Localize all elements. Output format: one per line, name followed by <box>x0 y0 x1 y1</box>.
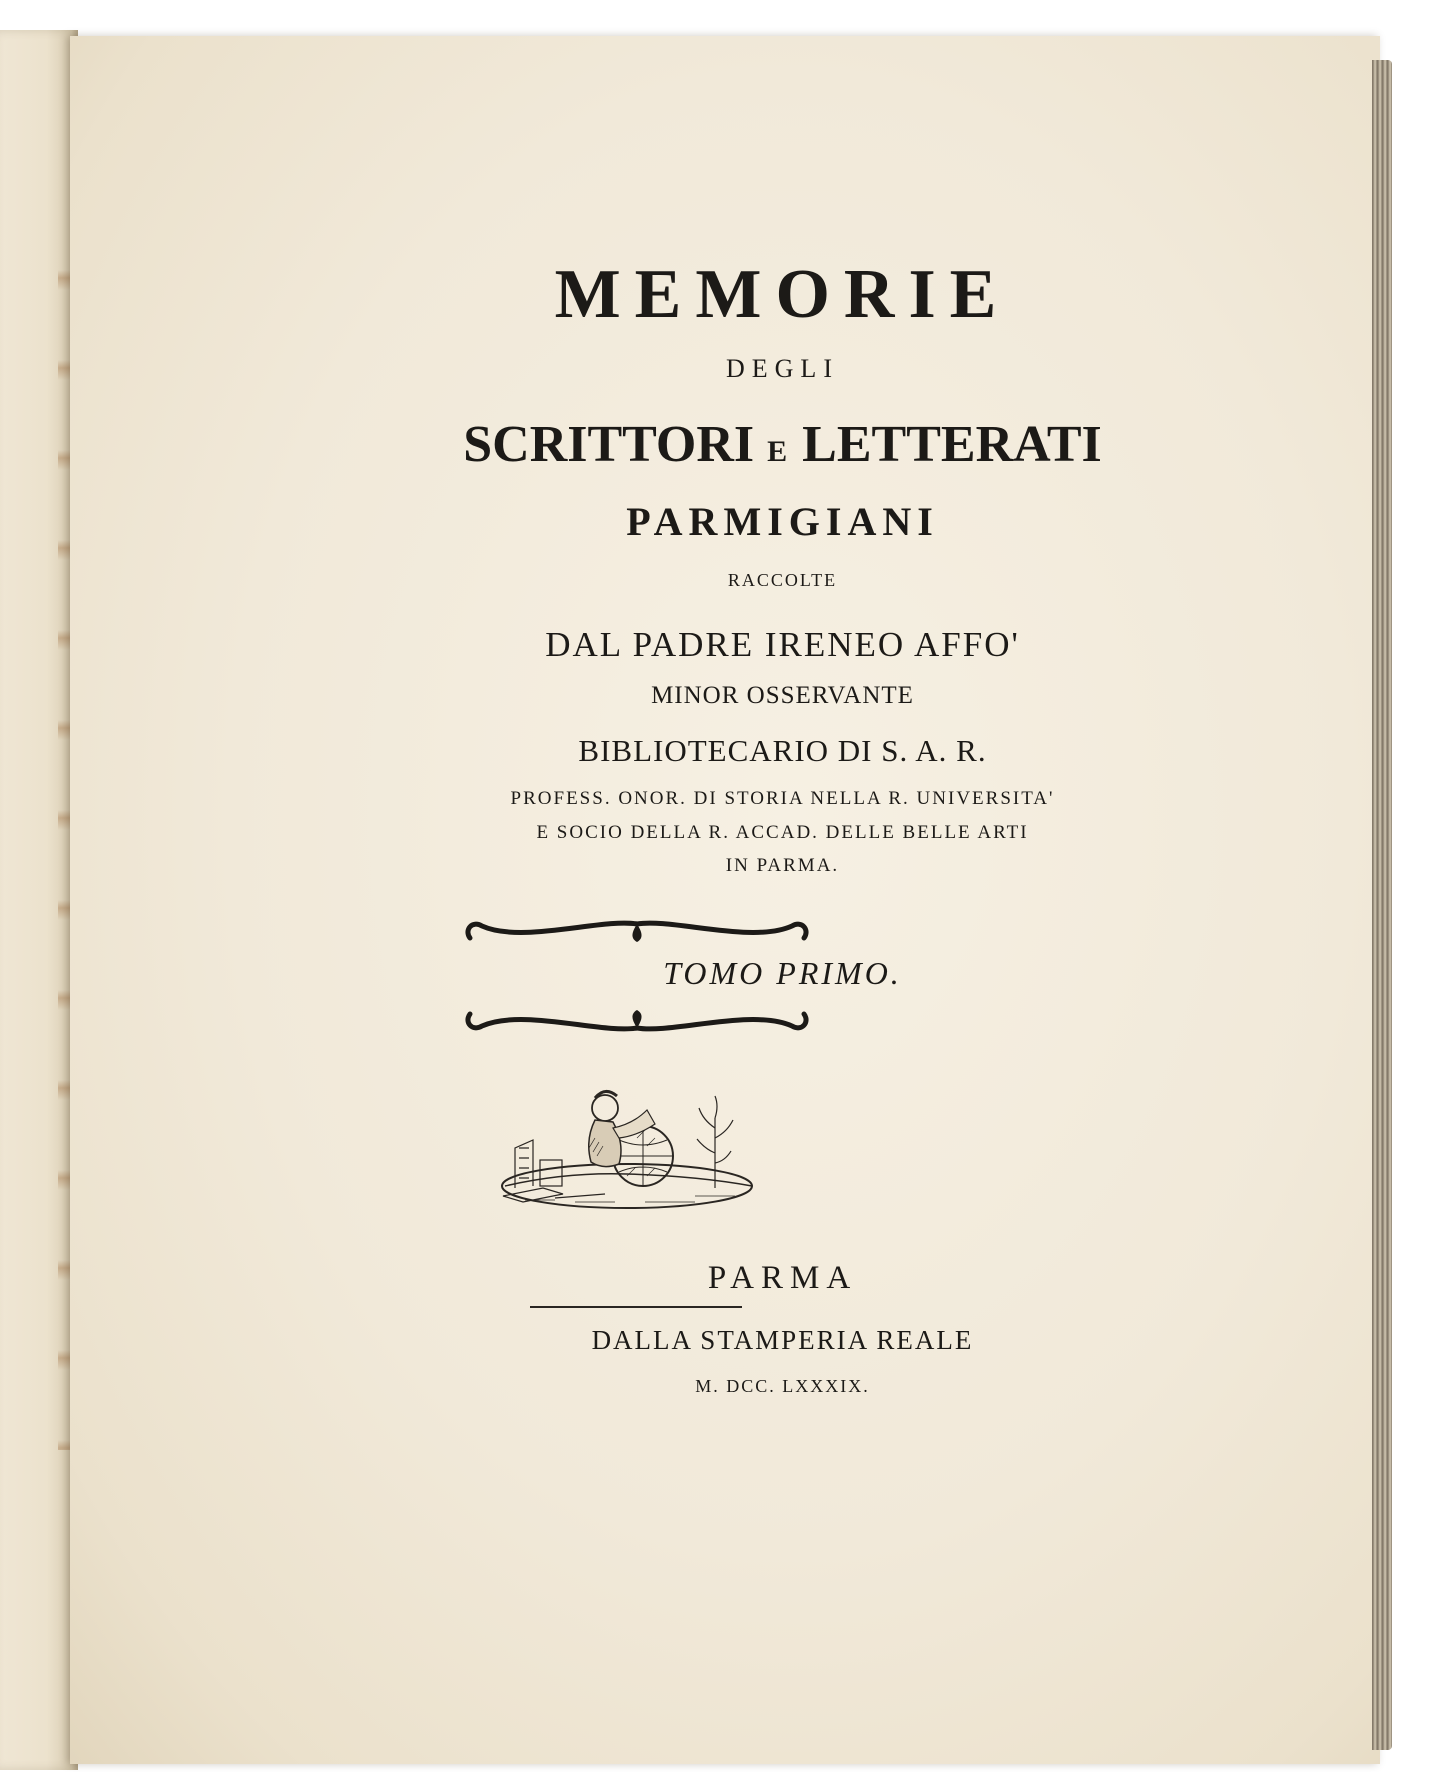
volume-label: TOMO PRIMO. <box>663 955 902 991</box>
author-role: BIBLIOTECARIO DI S. A. R. <box>578 733 987 768</box>
swash-ornament-icon <box>462 1002 812 1042</box>
imprint-rule <box>530 1306 742 1308</box>
book-title: MEMORIE <box>554 256 1011 333</box>
author-order: MINOR OSSERVANTE <box>651 682 914 709</box>
title-degli: DEGLI <box>726 354 839 383</box>
swash-ornament-icon <box>462 910 812 950</box>
title-subject: SCRITTORI E LETTERATI <box>463 416 1102 473</box>
author-name: DAL PADRE IRENEO AFFO' <box>545 625 1020 664</box>
putto-globe-vignette-icon <box>495 1068 760 1218</box>
title-parmigiani: PARMIGIANI <box>626 499 939 544</box>
raccolte-label: RACCOLTE <box>727 570 838 590</box>
author-place: IN PARMA. <box>725 855 840 876</box>
author-professorship: PROFESS. ONOR. DI STORIA NELLA R. UNIVERSITA' <box>510 788 1055 809</box>
imprint-year: M. DCC. LXXXIX. <box>695 1376 870 1396</box>
author-academy: E SOCIO DELLA R. ACCAD. DELLE BELLE ARTI <box>536 822 1029 843</box>
imprint-city: PARMA <box>707 1260 858 1296</box>
imprint-printer: DALLA STAMPERIA REALE <box>591 1325 974 1355</box>
